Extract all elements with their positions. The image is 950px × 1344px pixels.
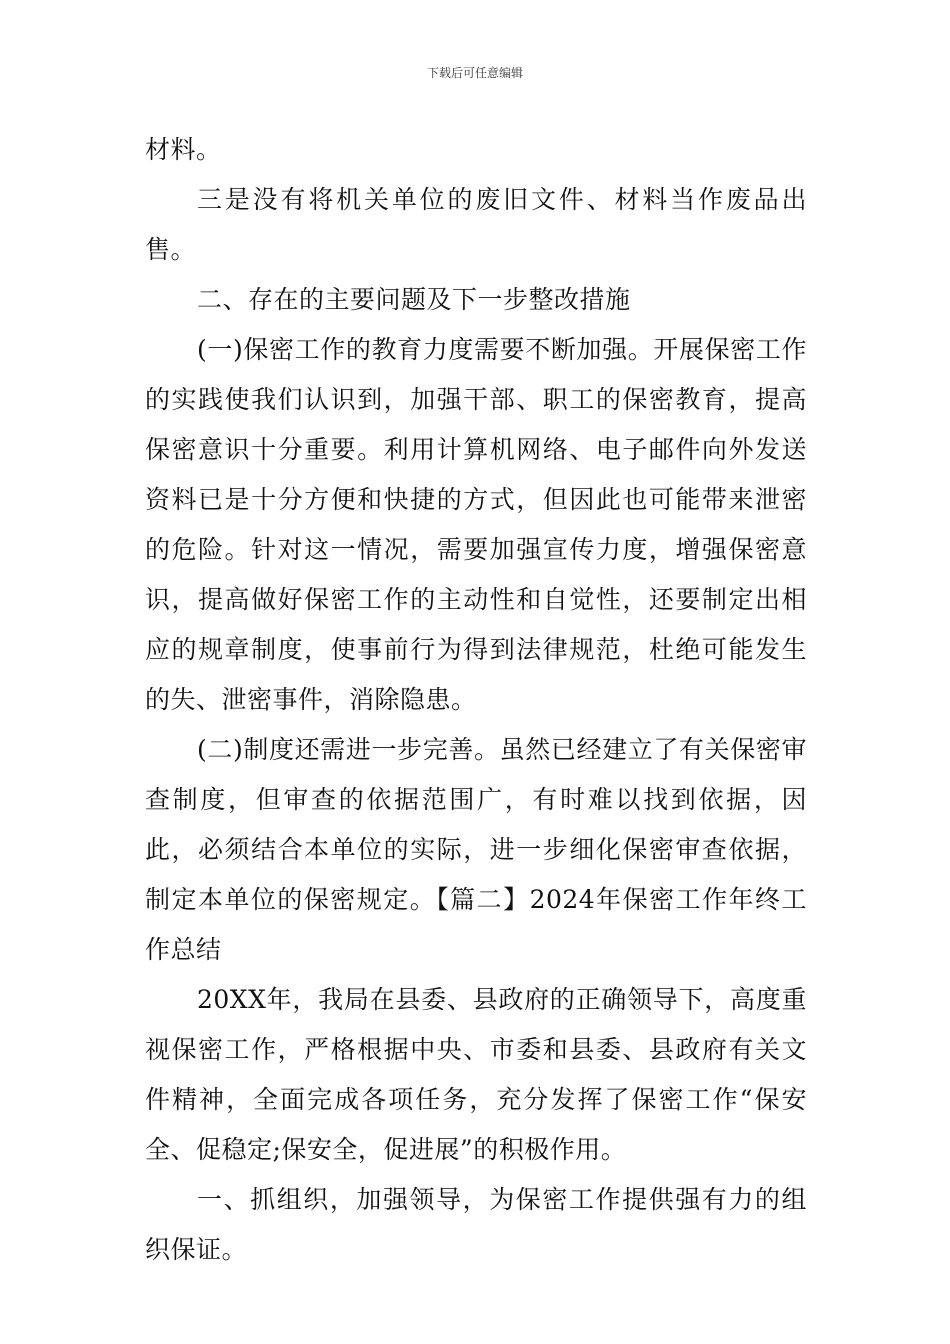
page-header: 下载后可任意编辑 xyxy=(426,66,523,80)
paragraph: 20XX年，我局在县委、县政府的正确领导下，高度重视保密工作，严格根据中央、市委和县委、县政府有关文件精神，全面完成各项任务，充分发挥了保密工作“保安全、促稳定;保安全，促进展”的积极作用。 xyxy=(145,985,807,1164)
paragraph: (一)保密工作的教育力度需要不断加强。开展保密工作的实践使我们认识到，加强干部、职工的保密教育，提高保密意识十分重要。利用计算机网络、电子邮件向外发送资料已是十分方便和快捷的方式，但因此也可能带来泄密的危险。针对这一情况，需要加强宣传力度，增强保密意识，提高做好保密工作的主动性和自觉性，还要制定出相应的规章制度，使事前行为得到法律规范，杜绝可能发生的失、泄密事件，消除隐患。 xyxy=(145,335,807,714)
paragraph: 三是没有将机关单位的废旧文件、材料当作废品出售。 xyxy=(145,185,807,264)
section-heading: 一、抓组织，加强领导，为保密工作提供强有力的组织保证。 xyxy=(145,1185,807,1264)
section-heading: 二、存在的主要问题及下一步整改措施 xyxy=(197,285,631,314)
paragraph: (二)制度还需进一步完善。虽然已经建立了有关保密审查制度，但审查的依据范围广，有时难以找到依据，因此，必须结合本单位的实际，进一步细化保密审查依据，制定本单位的保密规定。【篇二】2024年保密工作年终工作总结 xyxy=(145,735,807,964)
paragraph-continuation: 材料。 xyxy=(145,135,222,164)
document-body xyxy=(145,125,807,1275)
